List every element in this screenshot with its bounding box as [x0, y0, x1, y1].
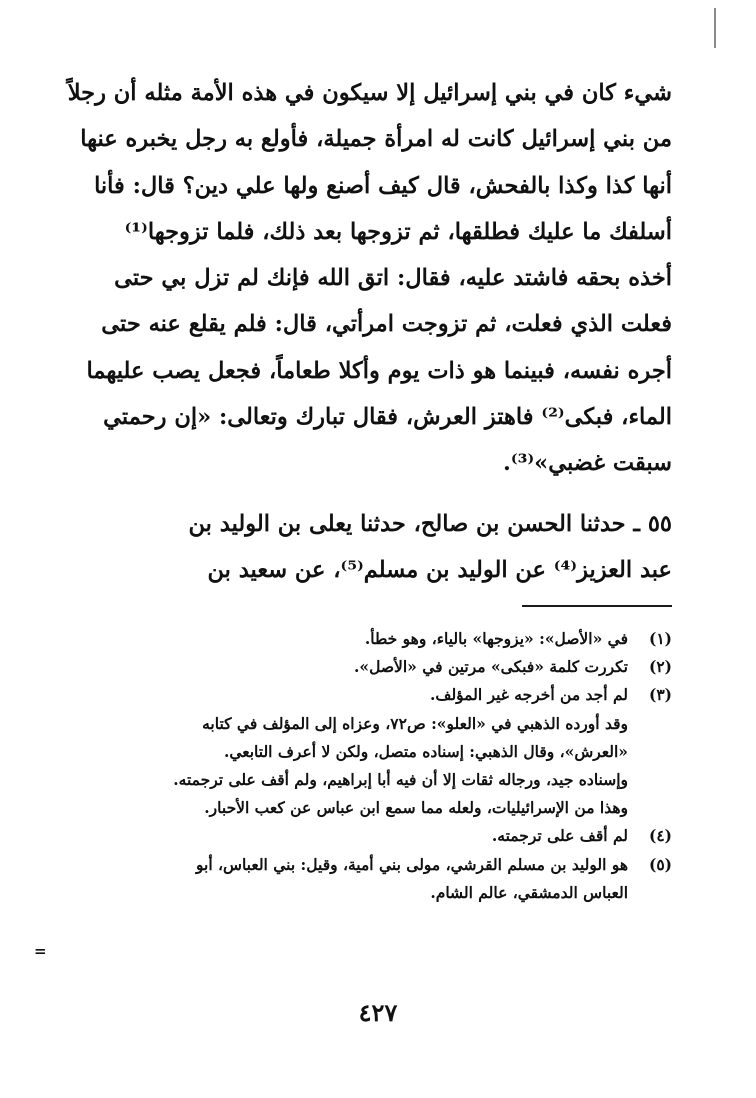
text-line: فعلت الذي فعلت، ثم تزوجت امرأتي، قال: فلم يقلع عنه حتى [101, 311, 672, 338]
text-line: عبد العزيز⁽⁴⁾ عن الوليد بن مسلم⁽⁵⁾، عن سعيد بن [207, 556, 672, 583]
footnote-line: العباس الدمشقي، عالم الشام. [430, 882, 628, 902]
text-line: أنها كذا وكذا بالفحش، قال كيف أصنع ولها علي دين؟ قال: فأنا [94, 172, 672, 199]
footnote-separator [522, 605, 672, 607]
footnote-4 [60, 822, 672, 850]
footnotes [60, 625, 672, 907]
footnote-number: (١) [648, 629, 672, 648]
page-number: ٤٢٧ [358, 998, 398, 1027]
text-line: أجره نفسه، فبينما هو ذات يوم وأكلا طعاماً، فجعل يصب عليهما [86, 357, 672, 384]
footnote-body [60, 822, 628, 850]
footnote-1 [60, 625, 672, 653]
continuation-mark: = [34, 942, 47, 960]
footnote-line: في «الأصل»: «يزوجها» بالياء، وهو خطأ. [364, 629, 628, 648]
footnote-line: لم أقف على ترجمته. [491, 826, 628, 846]
text-line: ٥٥ ـ حدثنا الحسن بن صالح، حدثنا يعلى بن الوليد بن [188, 510, 672, 537]
text-line: أسلفك ما عليك فطلقها، ثم تزوجها بعد ذلك، فلما تزوجها⁽¹⁾ [124, 218, 672, 245]
text-line: شيء كان في بني إسرائيل إلا سيكون في هذه الأمة مثله أن رجلاً [67, 80, 672, 106]
footnote-line: وإسناده جيد، ورجاله ثقات إلا أن فيه أبا إبراهيم، ولم أقف على ترجمته. [173, 770, 628, 790]
text-line: من بني إسرائيل كانت له امرأة جميلة، فأولع به رجل يخبره عنها [80, 126, 672, 153]
footnote-line: وقد أورده الذهبي في «العلو»: ص٧٢، وعزاه إلى المؤلف في كتابه [202, 713, 628, 733]
footnote-number: (٣) [648, 685, 672, 705]
footnote-body [60, 625, 628, 653]
margin-mark [714, 8, 716, 48]
footnote-line: «العرش»، وقال الذهبي: إسناده متصل، ولكن لا أعرف التابعي. [223, 741, 628, 761]
footnote-3 [60, 681, 672, 822]
footnote-line: لم أجد من أخرجه غير المؤلف. [430, 685, 628, 705]
footnote-number: (٤) [648, 826, 672, 846]
footnote-number: (٢) [648, 657, 672, 677]
paragraph-2 [60, 501, 672, 594]
paragraph-1 [60, 70, 672, 487]
text-line: سبقت غضبي»⁽³⁾. [503, 450, 672, 477]
footnote-body [60, 653, 628, 681]
main-text [60, 70, 672, 593]
paragraph-gap [60, 487, 672, 501]
footnote-body [60, 681, 628, 822]
footnote-number: (٥) [648, 854, 672, 874]
footnote-line: تكررت كلمة «فبكى» مرتين في «الأصل». [354, 657, 628, 677]
text-line: أخذه بحقه فاشتد عليه، فقال: اتق الله فإنك لم تزل بي حتى [114, 265, 672, 292]
text-line: الماء، فبكى⁽²⁾ فاهتز العرش، فقال تبارك وتعالى: «إن رحمتي [103, 404, 672, 431]
footnote-line: هو الوليد بن مسلم القرشي، مولى بني أمية، وقيل: بني العباس، أبو [196, 854, 628, 874]
footnote-line: وهذا من الإسرائيليات، ولعله مما سمع ابن عباس عن كعب الأحبار. [204, 798, 628, 818]
footnote-2 [60, 653, 672, 681]
page-body [60, 70, 672, 902]
footnote-5 [60, 851, 672, 907]
footnote-body [60, 851, 628, 907]
